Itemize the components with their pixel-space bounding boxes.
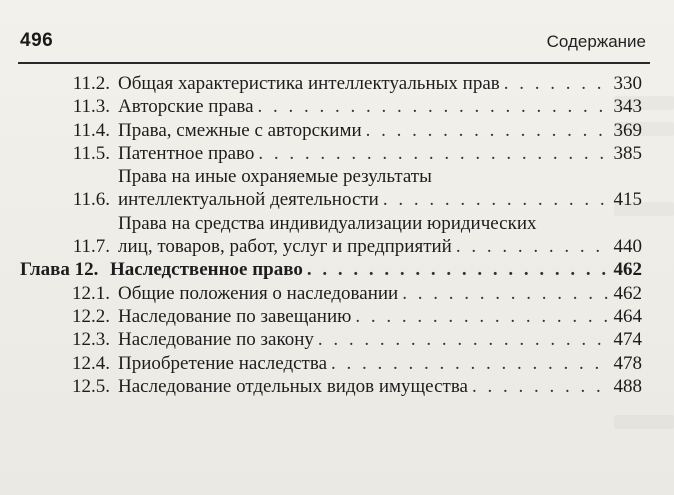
toc-entry-page: 488 <box>613 375 642 397</box>
toc-entry-body <box>118 328 642 351</box>
dot-leader <box>366 119 610 142</box>
toc-entry-line <box>118 188 642 211</box>
toc-entry-line <box>118 375 642 398</box>
toc-entry-number: 12.4. <box>72 352 110 374</box>
toc-entry-title: Патентное право <box>118 142 255 164</box>
toc-entry-page: 343 <box>613 96 642 118</box>
toc-entry <box>0 375 642 398</box>
toc-chapter-entry <box>0 258 642 281</box>
toc-entry-page: 464 <box>613 305 642 327</box>
toc-entry-title: Общие положения о наследовании <box>118 282 399 304</box>
toc-entry-number: 11.2. <box>72 73 110 94</box>
toc-entry-title: Наследование по закону <box>118 329 314 351</box>
toc-entry-line <box>118 212 642 235</box>
toc-entry-title: Наследственное право <box>110 259 303 281</box>
toc-entry-title: лиц, товаров, работ, услуг и предприятий <box>118 236 452 258</box>
toc-entry-title: Общая характеристика интеллектуальных прав <box>118 73 500 94</box>
toc-entry-number: 11.4. <box>72 119 110 141</box>
header-rule <box>18 62 650 64</box>
toc-entry <box>0 95 642 118</box>
toc-entry <box>0 352 642 375</box>
dot-leader <box>472 375 610 398</box>
toc-entry-title: Права на иные охраняемые результаты <box>118 166 432 188</box>
toc-entry-line <box>118 142 642 165</box>
dot-leader <box>456 235 610 258</box>
toc-entry-line <box>118 235 642 258</box>
toc-entry-body <box>118 212 642 259</box>
toc-entry-page: 415 <box>613 189 642 211</box>
toc-entry-page: 385 <box>613 142 642 164</box>
toc-entry-number: 11.3. <box>72 96 110 118</box>
page-number: 496 <box>20 30 54 51</box>
toc-entry-body <box>118 142 642 165</box>
toc-entry-number: 11.6. <box>72 189 110 211</box>
toc-entry-body <box>118 165 642 212</box>
page-header <box>20 24 650 54</box>
toc-entry-page: 440 <box>613 236 642 258</box>
toc-entry-page: 478 <box>613 352 642 374</box>
toc-entry <box>0 212 642 259</box>
toc-entry-line <box>118 95 642 118</box>
toc-entry <box>0 165 642 212</box>
toc-entry-number: 12.3. <box>72 329 110 351</box>
toc-entry-title: Права на средства индивидуализации юридических <box>118 212 537 234</box>
toc-entry <box>0 282 642 305</box>
toc-entry-number: 11.7. <box>72 236 110 258</box>
toc-entry-line <box>118 305 642 328</box>
toc-entry-body <box>110 258 642 281</box>
toc-entry-page: 462 <box>613 282 642 304</box>
toc-entry-body <box>118 305 642 328</box>
toc-entry-line <box>118 72 642 95</box>
toc-entry-line <box>118 352 642 375</box>
dot-leader <box>355 305 609 328</box>
toc-entry <box>0 142 642 165</box>
toc-entry-line <box>118 119 642 142</box>
toc-entry-line <box>118 328 642 351</box>
toc-entry <box>0 72 642 95</box>
toc-entry-number: 12.2. <box>72 305 110 327</box>
toc-entry <box>0 305 642 328</box>
toc-entry-title: Приобретение наследства <box>118 352 327 374</box>
toc-entry-number: 11.5. <box>72 142 110 164</box>
toc-entry-title: Наследование по завещанию <box>118 305 352 327</box>
toc-entry-line <box>118 165 642 188</box>
toc-entry-number: 12.1. <box>72 282 110 304</box>
toc-entry-body <box>118 375 642 398</box>
toc-entry-number: 12.5. <box>72 375 110 397</box>
toc-entry-title: Наследование отдельных видов имущества <box>118 375 468 397</box>
toc-entry-line <box>118 282 642 305</box>
toc-entry-title: Авторские права <box>118 96 254 118</box>
toc-entry-body <box>118 119 642 142</box>
toc-entry-page: 330 <box>613 73 642 94</box>
toc-entry-number: Глава 12. <box>20 259 99 281</box>
toc-entry-title: интеллектуальной деятельности <box>118 189 379 211</box>
dot-leader <box>258 95 610 118</box>
toc-entry-line <box>110 258 642 281</box>
toc-entry-page: 462 <box>613 259 642 281</box>
table-of-contents <box>0 72 674 398</box>
toc-entry <box>0 328 642 351</box>
dot-leader <box>504 72 610 95</box>
toc-entry-body <box>118 282 642 305</box>
toc-entry-page: 474 <box>613 329 642 351</box>
dot-leader <box>318 328 610 351</box>
dot-leader <box>383 188 610 211</box>
dot-leader <box>307 258 610 281</box>
running-title: Содержание <box>546 32 646 51</box>
toc-entry-body <box>118 72 642 95</box>
dot-leader <box>258 142 609 165</box>
toc-entry-body <box>118 95 642 118</box>
dot-leader <box>331 352 610 375</box>
bleed-through-mark <box>614 415 674 429</box>
dot-leader <box>402 282 609 305</box>
toc-entry <box>0 119 642 142</box>
toc-entry-body <box>118 352 642 375</box>
toc-entry-title: Права, смежные с авторскими <box>118 119 362 141</box>
toc-entry-page: 369 <box>613 119 642 141</box>
